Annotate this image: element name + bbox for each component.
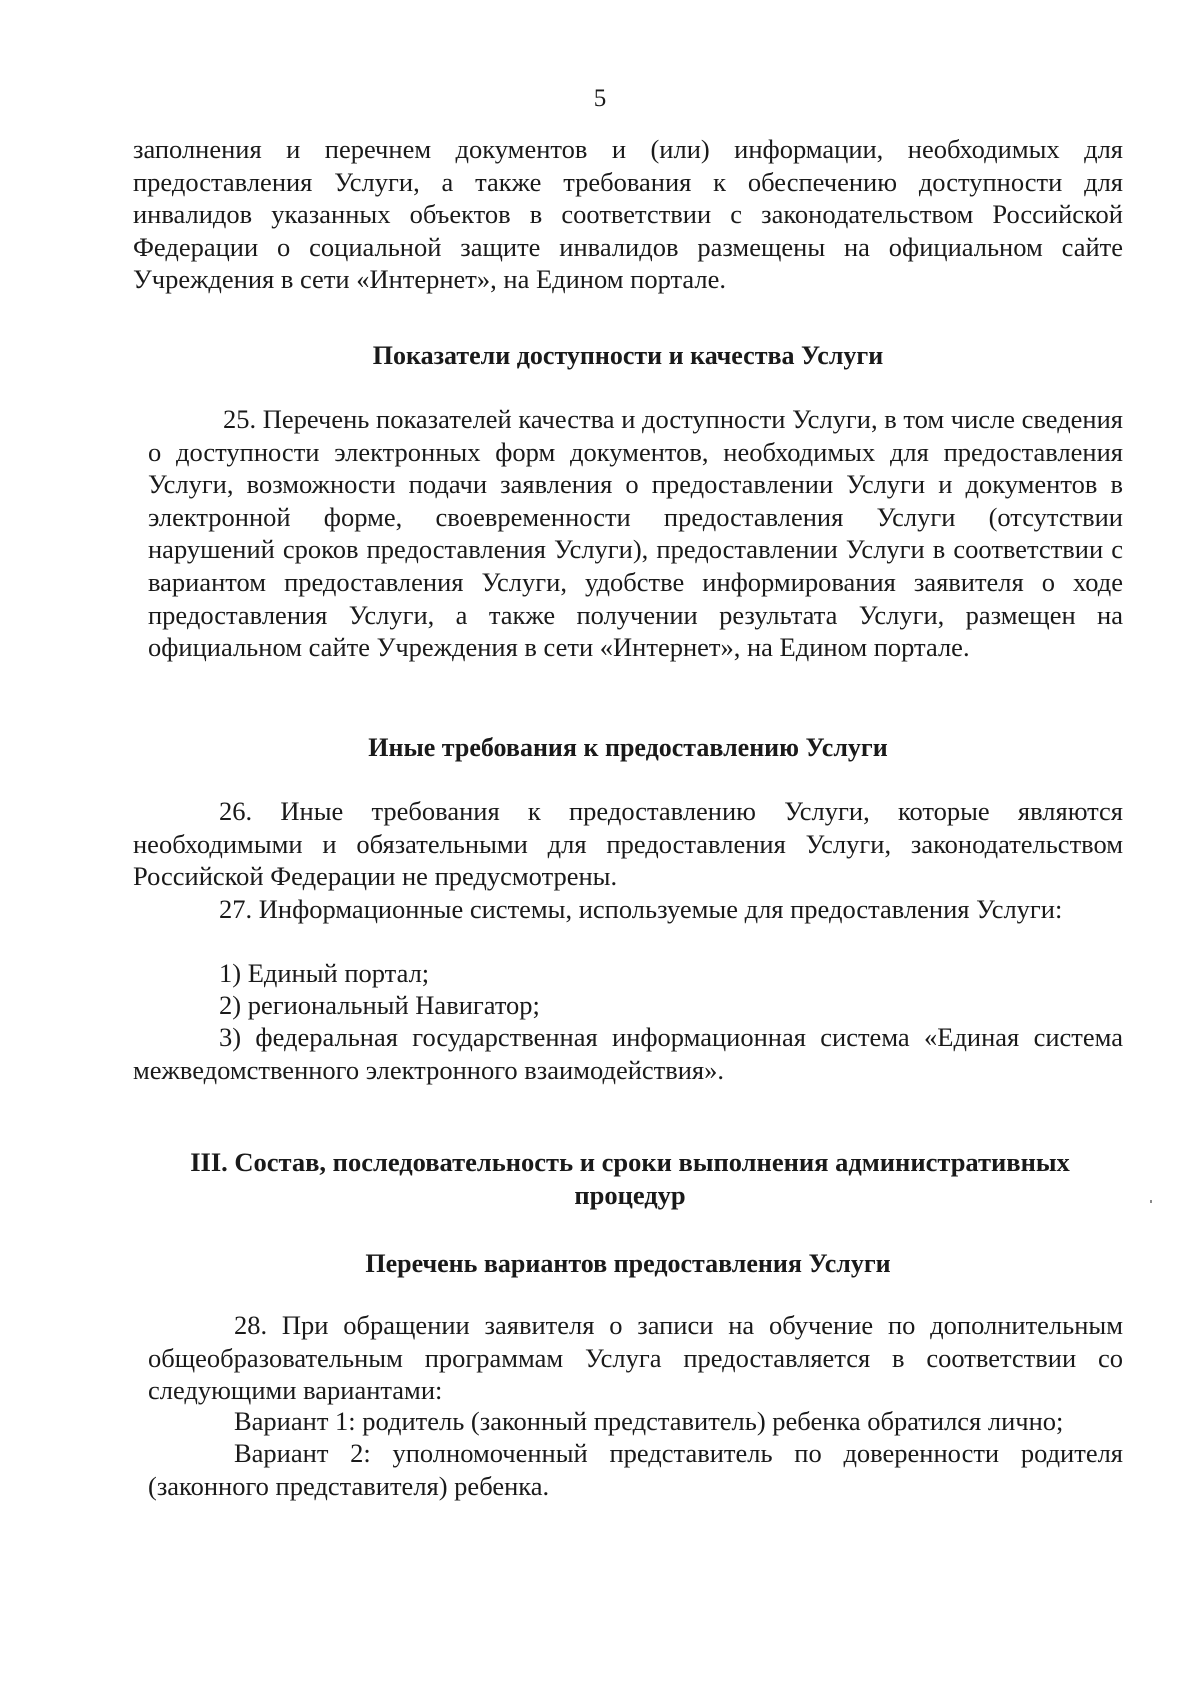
- paragraph-27: 27. Информационные системы, используемые для предоставления Услуги:: [219, 894, 1063, 924]
- paragraph-28: 28. При обращении заявителя о записи на обучение по дополнительным общеобразовательным программам Услуга предоставляется в соответствии со следующими вариантами:: [148, 1310, 1123, 1406]
- variant-2: Вариант 2: уполномоченный представитель по доверенности родителя (законного представителя) ребенка.: [148, 1438, 1123, 1501]
- scan-speck: [1150, 1200, 1152, 1203]
- chapter-3-heading: III. Состав, последовательность и сроки выполнения административных процедур: [190, 1147, 1070, 1210]
- paragraph-25: 25. Перечень показателей качества и доступности Услуги, в том числе сведения о доступности электронных форм документов, необходимых для предоставления Услуги, возможности подачи заявления о предоставлении Услуги и документов в электронной форме, своевременности предоставления Услуги (отсутствии нарушений сроков предоставления Услуги), предоставлении Услуги в соответствии с вариантом предоставления Услуги, удобстве информирования заявителя о ходе предоставления Услуги, а также получении результата Услуги, размещен на официальном сайте Учреждения в сети «Интернет», на Едином портале.: [148, 404, 1123, 663]
- list-item-regional-navigator: 2) региональный Навигатор;: [219, 990, 540, 1020]
- page-number: 5: [593, 85, 607, 112]
- list-item-unified-portal: 1) Единый портал;: [219, 958, 430, 988]
- list-item-smev-system: 3) федеральная государственная информационная система «Единая система межведомственного электронного взаимодействия».: [133, 1022, 1123, 1085]
- intro-paragraph: заполнения и перечнем документов и (или) информации, необходимых для предоставления Услуги, а также требования к обеспечению доступности для инвалидов указанных объектов в соответствии с законодательством Российской Федерации о социальной защите инвалидов размещены на официальном сайте Учреждения в сети «Интернет», на Едином портале.: [133, 134, 1123, 295]
- heading-accessibility-quality: Показатели доступности и качества Услуги: [372, 341, 884, 370]
- heading-other-requirements: Иные требования к предоставлению Услуги: [368, 733, 888, 762]
- variant-1: Вариант 1: родитель (законный представитель) ребенка обратился лично;: [234, 1406, 1064, 1436]
- heading-service-variants: Перечень вариантов предоставления Услуги: [365, 1249, 891, 1278]
- paragraph-26: 26. Иные требования к предоставлению Услуги, которые являются необходимыми и обязательными для предоставления Услуги, законодательством Российской Федерации не предусмотрены.: [133, 796, 1123, 892]
